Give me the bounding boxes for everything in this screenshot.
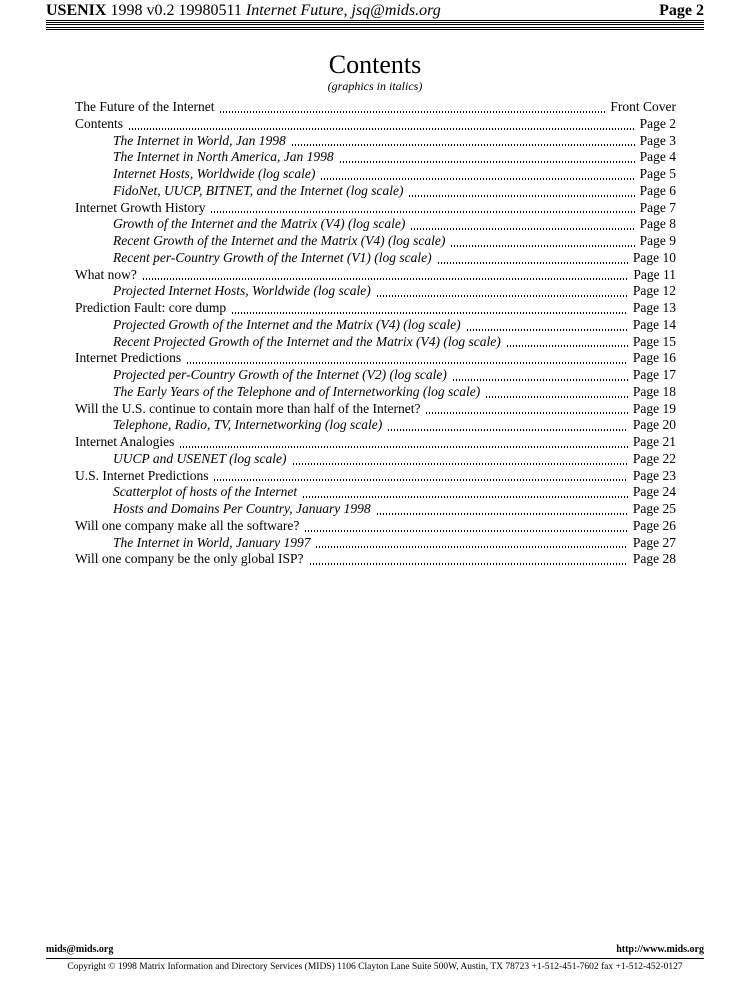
toc-entry-label: The Internet in North America, Jan 1998 xyxy=(113,149,334,165)
toc-entry xyxy=(75,451,676,468)
toc-entry xyxy=(75,468,676,485)
toc-entry xyxy=(75,200,676,217)
toc-entry-label: Internet Hosts, Worldwide (log scale) xyxy=(113,166,316,181)
toc-entry-label: Scatterplot of hosts of the Internet xyxy=(113,484,298,500)
dot-leader xyxy=(377,513,628,515)
toc-entry-page: Page 6 xyxy=(639,182,676,198)
dot-leader xyxy=(411,228,634,230)
toc-entry-label: Internet Growth History xyxy=(75,199,206,215)
page-footer xyxy=(46,944,704,973)
footer-url-link[interactable]: http://www.mids.org xyxy=(616,944,704,955)
dot-leader xyxy=(305,530,628,532)
toc-entry-page: Page 28 xyxy=(632,551,676,567)
footer-rule xyxy=(46,958,704,959)
toc-entry-page: Page 15 xyxy=(632,333,676,349)
toc-entry xyxy=(75,149,676,166)
page-number: Page 2 xyxy=(659,2,704,19)
toc-entry-page: Page 26 xyxy=(632,517,676,533)
toc-entry xyxy=(75,417,676,434)
toc-entry-label: What now? xyxy=(75,266,137,282)
toc-entry xyxy=(75,166,676,183)
dot-leader xyxy=(214,479,627,481)
toc-entry xyxy=(75,267,676,284)
dot-leader xyxy=(451,245,634,247)
dot-leader xyxy=(340,161,635,163)
copyright-line: Copyright © 1998 Matrix Information and Directory Services (MIDS) 1106 Clayton Lane Suite 500W, Austin, TX 78723 +1-512-451-7602 fax +1-512-452-0127 xyxy=(67,962,683,972)
page-subtitle: (graphics in italics) xyxy=(327,79,423,93)
header-left xyxy=(46,2,441,19)
toc-entry-label: FidoNet, UUCP, BITNET, and the Internet (log scale) xyxy=(113,182,404,198)
toc-entry-page: Front Cover xyxy=(610,99,676,114)
toc-entry-page: Page 24 xyxy=(632,484,676,500)
toc-entry-page: Page 27 xyxy=(632,534,676,550)
toc-entry-label: Internet Predictions xyxy=(75,350,182,366)
toc-entry-page: Page 17 xyxy=(632,367,676,382)
toc-entry-label: Will one company make all the software? xyxy=(75,517,300,533)
toc-entry-label: Contents xyxy=(75,115,124,131)
dot-leader xyxy=(377,295,628,297)
dot-leader xyxy=(143,278,629,280)
toc-entry-page: Page 22 xyxy=(632,450,676,466)
header-rule xyxy=(46,20,704,30)
toc-entry xyxy=(75,283,676,300)
toc-entry-label: Recent per-Country Growth of the Internet (V1) (log scale) xyxy=(113,249,432,265)
toc-entry-page: Page 25 xyxy=(632,501,676,516)
toc-entry-label: Growth of the Internet and the Matrix (V4) (log scale) xyxy=(113,216,406,232)
dot-leader xyxy=(486,396,628,398)
toc-entry-page: Page 18 xyxy=(632,383,676,399)
toc-entry-page: Page 4 xyxy=(639,149,676,165)
toc-entry-page: Page 12 xyxy=(632,283,676,299)
toc-entry-label: The Future of the Internet xyxy=(75,99,215,114)
toc-entry-label: Will one company be the only global ISP? xyxy=(75,551,304,567)
toc-entry-label: Will the U.S. continue to contain more than half of the Internet? xyxy=(75,400,421,416)
toc-entry-label: U.S. Internet Predictions xyxy=(75,467,209,483)
toc-entry xyxy=(75,250,676,267)
dot-leader xyxy=(310,563,628,565)
toc-entry-label: Recent Growth of the Internet and the Matrix (V4) (log scale) xyxy=(113,233,446,248)
toc-entry-page: Page 10 xyxy=(632,249,676,265)
dot-leader xyxy=(232,312,628,314)
toc-entry xyxy=(75,133,676,150)
toc-entry xyxy=(75,317,676,334)
toc-entry xyxy=(75,518,676,535)
toc-entry-page: Page 5 xyxy=(639,166,676,181)
toc-entry-page: Page 23 xyxy=(632,467,676,483)
toc-entry xyxy=(75,401,676,418)
toc-entry-page: Page 20 xyxy=(632,417,676,433)
header-meta: 1998 v0.2 19980511 xyxy=(110,2,242,19)
page-title: Contents xyxy=(328,50,422,79)
toc-entry-label: UUCP and USENET (log scale) xyxy=(113,450,287,466)
dot-leader xyxy=(293,463,628,465)
toc-entry xyxy=(75,367,676,384)
toc-entry-page: Page 19 xyxy=(632,400,676,416)
dot-leader xyxy=(438,262,628,264)
dot-leader xyxy=(180,446,628,448)
dot-leader xyxy=(220,111,605,113)
toc-entry-page: Page 8 xyxy=(639,216,676,232)
toc-entry-label: Projected per-Country Growth of the Internet (V2) (log scale) xyxy=(113,367,447,382)
toc-entry-page: Page 9 xyxy=(639,233,676,248)
toc-entry xyxy=(75,233,676,250)
toc-entry-label: The Internet in World, January 1997 xyxy=(113,534,311,550)
document-page xyxy=(0,2,750,1000)
toc-entry-page: Page 2 xyxy=(639,115,676,131)
toc-entry xyxy=(75,300,676,317)
dot-leader xyxy=(316,546,627,548)
dot-leader xyxy=(409,195,634,197)
toc-entry-label: Recent Projected Growth of the Internet and the Matrix (V4) (log scale) xyxy=(113,333,501,349)
header-document-title: Internet Future, jsq@mids.org xyxy=(245,2,441,19)
toc-entry-page: Page 14 xyxy=(632,316,676,332)
toc-entry-page: Page 16 xyxy=(632,350,676,366)
dot-leader xyxy=(187,362,628,364)
toc-entry-page: Page 13 xyxy=(632,300,676,315)
toc-entry-label: The Internet in World, Jan 1998 xyxy=(113,132,286,148)
dot-leader xyxy=(292,144,635,146)
dot-leader xyxy=(467,329,628,331)
toc-entry-label: Internet Analogies xyxy=(75,434,175,449)
toc-entry-page: Page 11 xyxy=(633,266,676,282)
dot-leader xyxy=(453,379,628,381)
toc-entry xyxy=(75,484,676,501)
toc-entry xyxy=(75,183,676,200)
header-brand: USENIX xyxy=(46,2,107,19)
toc-entry xyxy=(75,216,676,233)
toc-entry xyxy=(75,501,676,518)
dot-leader xyxy=(388,429,628,431)
toc-entry-page: Page 3 xyxy=(639,132,676,148)
toc-entry xyxy=(75,116,676,133)
toc-entry-label: The Early Years of the Telephone and of Internetworking (log scale) xyxy=(113,383,481,399)
toc-entry xyxy=(75,99,676,116)
toc-entry-page: Page 7 xyxy=(639,199,676,215)
toc-entry-label: Prediction Fault: core dump xyxy=(75,300,227,315)
toc-entry-label: Telephone, Radio, TV, Internetworking (log scale) xyxy=(113,417,383,433)
toc-entry-label: Hosts and Domains Per Country, January 1998 xyxy=(113,501,371,516)
toc-entry xyxy=(75,350,676,367)
dot-leader xyxy=(129,128,635,130)
dot-leader xyxy=(507,345,628,347)
toc-entry xyxy=(75,551,676,568)
toc-entry-label: Projected Growth of the Internet and the Matrix (V4) (log scale) xyxy=(113,316,461,332)
footer-email-link[interactable]: mids@mids.org xyxy=(46,944,114,955)
dot-leader xyxy=(426,412,627,414)
toc-entry-label: Projected Internet Hosts, Worldwide (log scale) xyxy=(113,283,371,299)
page-header xyxy=(46,2,704,19)
toc-list xyxy=(75,99,676,568)
toc-entry xyxy=(75,384,676,401)
dot-leader xyxy=(321,178,634,180)
dot-leader xyxy=(211,211,634,213)
toc-entry-page: Page 21 xyxy=(632,434,676,449)
toc-entry xyxy=(75,434,676,451)
toc-entry xyxy=(75,334,676,351)
dot-leader xyxy=(303,496,628,498)
toc-entry xyxy=(75,535,676,552)
